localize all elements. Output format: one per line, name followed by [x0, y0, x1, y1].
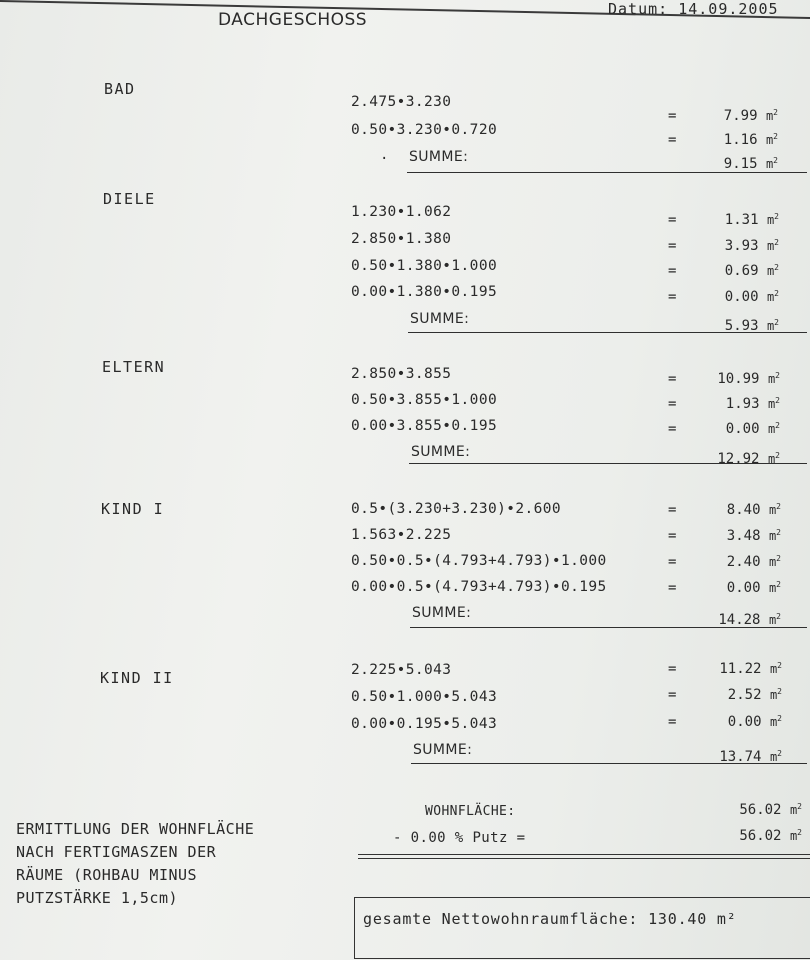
equals-sign: = — [668, 502, 677, 518]
value-number: 1.16 — [723, 132, 758, 148]
unit-m: m — [765, 157, 774, 171]
sum-rule — [407, 172, 807, 173]
unit-m: m — [768, 529, 777, 543]
formula-text: 2.850•1.380 — [351, 231, 452, 247]
summe-label: SUMME: — [411, 444, 471, 460]
summe-value — [700, 451, 780, 467]
page-title: DACHGESCHOSS — [218, 10, 368, 30]
unit-label — [769, 613, 781, 627]
bullet-dot: . — [380, 147, 389, 163]
unit-m: m — [768, 613, 777, 627]
formula-text: 0.50•1.000•5.043 — [351, 689, 498, 705]
double-rule-bottom — [358, 858, 810, 859]
formula-text: 2.850•3.855 — [351, 366, 452, 382]
putz-label: - 0.00 % Putz = — [393, 830, 526, 846]
unit-label — [768, 372, 780, 386]
date-label: Datum: 14.09.2005 — [608, 0, 779, 18]
unit-exp: 2 — [777, 661, 782, 670]
unit-exp: 2 — [775, 396, 780, 405]
equals-sign: = — [668, 132, 677, 148]
unit-exp: 2 — [773, 156, 778, 165]
unit-exp: 2 — [777, 749, 782, 758]
line-value — [698, 132, 778, 148]
value-number: 1.31 — [724, 212, 759, 228]
value-number: 2.52 — [727, 687, 762, 703]
wohnflaeche-value — [722, 802, 802, 818]
equals-sign: = — [668, 580, 677, 596]
unit-label — [769, 555, 781, 569]
value-number: 0.69 — [724, 263, 759, 279]
unit-exp: 2 — [776, 580, 781, 589]
summe-label: SUMME: — [413, 742, 473, 758]
putz-value — [722, 828, 802, 844]
value-number: 1.93 — [725, 396, 760, 412]
value-number: 2.40 — [726, 554, 761, 570]
formula-text: 0.5•(3.230+3.230)•2.600 — [351, 501, 561, 517]
summe-number: 5.93 — [724, 318, 759, 334]
room-name: KIND I — [101, 500, 165, 518]
value-number: 7.99 — [723, 108, 758, 124]
unit-m: m — [767, 397, 776, 411]
formula-text: 0.50•3.230•0.720 — [351, 122, 498, 138]
formula-text: 0.50•0.5•(4.793+4.793)•1.000 — [351, 553, 607, 569]
unit-m: m — [766, 290, 775, 304]
unit-label — [770, 688, 782, 702]
wohnflaeche-label: WOHNFLÄCHE: — [425, 804, 516, 819]
unit-exp: 2 — [776, 528, 781, 537]
line-value — [700, 396, 780, 412]
value-number: 0.00 — [726, 580, 761, 596]
formula-text: 1.230•1.062 — [351, 204, 452, 220]
unit-label — [767, 264, 779, 278]
unit-label — [768, 422, 780, 436]
formula-text: 0.00•1.380•0.195 — [351, 284, 498, 300]
unit-label — [770, 662, 782, 676]
equals-sign: = — [668, 421, 677, 437]
formula-text: 2.475•3.230 — [351, 94, 452, 110]
unit-label — [769, 503, 781, 517]
line-value — [701, 580, 781, 596]
room-name: DIELE — [103, 190, 156, 208]
line-value — [699, 238, 779, 254]
unit-exp: 2 — [774, 263, 779, 272]
line-value — [700, 421, 780, 437]
unit-label — [769, 581, 781, 595]
unit-m: m — [768, 555, 777, 569]
equals-sign: = — [668, 687, 677, 703]
putz-number: 56.02 — [739, 828, 782, 844]
summe-label: SUMME: — [410, 311, 470, 327]
unit-exp: 2 — [775, 451, 780, 460]
line-value — [698, 108, 778, 124]
sum-rule — [409, 463, 807, 464]
line-value — [700, 371, 780, 387]
formula-text: 2.225•5.043 — [351, 662, 452, 678]
note-text: ERMITTLUNG DER WOHNFLÄCHE NACH FERTIGMASZEN DER RÄUME (ROHBAU MINUS PUTZSTÄRKE 1,5cm) — [16, 820, 255, 907]
summe-number: 13.74 — [719, 749, 762, 765]
value-number: 3.48 — [726, 528, 761, 544]
value-number: 3.93 — [724, 238, 759, 254]
equals-sign: = — [668, 528, 677, 544]
unit-m: m — [769, 688, 778, 702]
sum-rule — [410, 627, 807, 628]
unit-label — [769, 529, 781, 543]
unit-m: m — [766, 213, 775, 227]
value-number: 0.00 — [725, 421, 760, 437]
unit-exp: 2 — [774, 318, 779, 327]
formula-text: 0.50•1.380•1.000 — [351, 258, 498, 274]
summe-value — [701, 612, 781, 628]
line-value — [701, 528, 781, 544]
equals-sign: = — [668, 289, 677, 305]
unit-exp: 2 — [797, 802, 802, 811]
equals-sign: = — [668, 263, 677, 279]
unit-m: m — [767, 372, 776, 386]
unit-m: m — [789, 829, 798, 843]
line-value — [699, 289, 779, 305]
value-number: 11.22 — [719, 661, 762, 677]
unit-label — [766, 133, 778, 147]
unit-m: m — [765, 133, 774, 147]
equals-sign: = — [668, 212, 677, 228]
line-value — [702, 661, 782, 677]
equals-sign: = — [668, 396, 677, 412]
unit-exp: 2 — [774, 289, 779, 298]
unit-m: m — [767, 452, 776, 466]
summe-number: 14.28 — [718, 612, 761, 628]
unit-m: m — [766, 264, 775, 278]
unit-m: m — [789, 803, 798, 817]
unit-exp: 2 — [776, 502, 781, 511]
unit-label — [790, 829, 802, 843]
unit-exp: 2 — [775, 421, 780, 430]
unit-m: m — [769, 715, 778, 729]
wohnflaeche-number: 56.02 — [739, 802, 782, 818]
unit-label — [767, 319, 779, 333]
unit-exp: 2 — [776, 612, 781, 621]
sum-rule — [411, 763, 807, 764]
line-value — [702, 714, 782, 730]
summe-number: 9.15 — [723, 156, 758, 172]
unit-exp: 2 — [777, 687, 782, 696]
unit-label — [766, 109, 778, 123]
formula-text: 0.50•3.855•1.000 — [351, 392, 498, 408]
equals-sign: = — [668, 554, 677, 570]
room-name: ELTERN — [102, 358, 166, 376]
equals-sign: = — [668, 238, 677, 254]
unit-exp: 2 — [773, 132, 778, 141]
formula-text: 0.00•0.5•(4.793+4.793)•0.195 — [351, 579, 607, 595]
unit-label — [790, 803, 802, 817]
equals-sign: = — [668, 661, 677, 677]
value-number: 0.00 — [724, 289, 759, 305]
summe-label: SUMME: — [409, 149, 469, 165]
unit-label — [767, 239, 779, 253]
summe-number: 12.92 — [717, 451, 760, 467]
unit-m: m — [769, 750, 778, 764]
unit-exp: 2 — [773, 108, 778, 117]
equals-sign: = — [668, 714, 677, 730]
formula-text: 1.563•2.225 — [351, 527, 452, 543]
unit-exp: 2 — [775, 371, 780, 380]
room-name: BAD — [104, 80, 136, 98]
equals-sign: = — [668, 371, 677, 387]
unit-m: m — [768, 581, 777, 595]
summe-label: SUMME: — [412, 605, 472, 621]
unit-exp: 2 — [774, 212, 779, 221]
unit-label — [767, 290, 779, 304]
unit-label — [768, 397, 780, 411]
unit-label — [767, 213, 779, 227]
unit-m: m — [765, 109, 774, 123]
line-value — [701, 502, 781, 518]
summe-value — [698, 156, 778, 172]
sum-rule — [408, 332, 807, 333]
line-value — [699, 212, 779, 228]
line-value — [702, 687, 782, 703]
unit-m: m — [766, 319, 775, 333]
unit-exp: 2 — [777, 714, 782, 723]
unit-m: m — [769, 662, 778, 676]
value-number: 10.99 — [717, 371, 760, 387]
double-rule-top — [358, 854, 810, 855]
unit-m: m — [768, 503, 777, 517]
unit-label — [770, 750, 782, 764]
unit-label — [770, 715, 782, 729]
unit-exp: 2 — [797, 828, 802, 837]
value-number: 0.00 — [727, 714, 762, 730]
line-value — [699, 263, 779, 279]
unit-m: m — [766, 239, 775, 253]
unit-m: m — [767, 422, 776, 436]
formula-text: 0.00•3.855•0.195 — [351, 418, 498, 434]
unit-label — [766, 157, 778, 171]
formula-text: 0.00•0.195•5.043 — [351, 716, 498, 732]
value-number: 8.40 — [726, 502, 761, 518]
total-box — [354, 897, 810, 959]
unit-exp: 2 — [776, 554, 781, 563]
unit-exp: 2 — [774, 238, 779, 247]
equals-sign: = — [668, 108, 677, 124]
total-text: gesamte Nettowohnraumfläche: 130.40 m² — [363, 910, 737, 928]
line-value — [701, 554, 781, 570]
room-name: KIND II — [100, 669, 174, 687]
